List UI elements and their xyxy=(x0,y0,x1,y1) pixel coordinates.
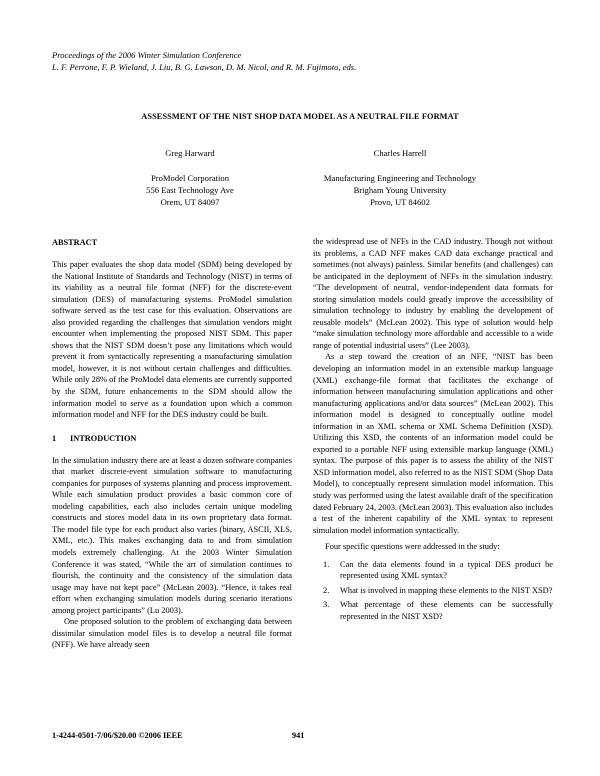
list-item xyxy=(313,559,553,582)
introduction-heading xyxy=(52,432,292,455)
intro-paragraph-4: Four specific questions were addressed in the study: xyxy=(325,542,500,552)
author-block-1 xyxy=(100,147,280,208)
intro-paragraph-2-continued: the widespread use of NFFs in the CAD industry. Though not without its problems, a CAD NFF makes CAD data exchange practical and sometimes (not always) painless. Similar benefits (and challenges) can be anticipated in the deployment of NFFs in the simulation industry. “The development of neutral, vendor-independent data formats for storing simulation models could greatly improve the accessibility of simulation technology to industry by enabling the development of reusable models” (McLean 2002). This type of solution would help “make simulation technology more affordable and accessible to a wide range of potential industrial users” (Lee 2003). xyxy=(313,237,553,350)
right-column xyxy=(313,236,553,626)
author-affiliation: Manufacturing Engineering and Technology xyxy=(323,173,477,183)
list-item xyxy=(313,585,553,597)
author-city: Orem, UT 84097 xyxy=(160,197,220,207)
abstract-heading: ABSTRACT xyxy=(52,238,98,247)
author-block-2 xyxy=(300,147,500,208)
paper-title: ASSESSMENT OF THE NIST SHOP DATA MODEL AS A NEUTRAL FILE FORMAT xyxy=(141,112,459,121)
author-address: Brigham Young University xyxy=(353,185,447,195)
author-name: Charles Harrell xyxy=(373,148,427,158)
list-item-text: What is involved in mapping these elements to the NIST XSD? xyxy=(340,585,553,595)
author-city: Provo, UT 84602 xyxy=(370,197,430,207)
intro-paragraph-2: One proposed solution to the problem of exchanging data between dissimilar simulation model files is to develop a neutral file format (NFF). We have already seen xyxy=(52,617,292,650)
author-address: 556 East Technology Ave xyxy=(146,185,234,195)
questions-list xyxy=(313,559,553,623)
abstract-text: This paper evaluates the shop data model (SDM) being developed by the National Institute of Standards and Technology (NIST) in terms of its viability as a neutral file format (NFF) for the discrete-event simulation (DES) of manufacturing systems. ProModel simulation software served as the test case for this evaluation. Observations are also provided regarding the challenges that simulation vendors might encounter when implementing the proposed NIST SDM. This paper shows that the NIST SDM doesn’t pose any limitations which would prevent it from syntactically representing a manufacturing simulation model, however, it is not without certain challenges and difficulties. While only 28% of the ProModel data elements are currently supported by the SDM, future enhancements to the SDM should allow the information model to serve as a foundation upon which a common information model and NFF for the DES industry could be built. xyxy=(52,260,292,420)
list-item-number: 2. xyxy=(323,585,330,595)
proceedings-editors: L. F. Perrone, F. P. Wieland, J. Liu, B. G. Lawson, D. M. Nicol, and R. M. Fujimoto, eds. xyxy=(52,62,357,72)
list-item-number: 3. xyxy=(323,600,330,610)
proceedings-title: Proceedings of the 2006 Winter Simulation Conference xyxy=(52,50,242,60)
author-affiliation: ProModel Corporation xyxy=(150,173,230,183)
footer-isbn: 1-4244-0501-7/06/$20.00 ©2006 IEEE xyxy=(52,731,183,740)
list-item-number: 1. xyxy=(323,559,330,569)
proceedings-header xyxy=(52,49,356,73)
author-name: Greg Harward xyxy=(165,148,215,158)
section-number: 1 xyxy=(52,433,57,443)
intro-paragraph-3: As a step toward the creation of an NFF, “NIST has been developing an information model in an extensible markup language (XML) exchange-file format that facilitates the exchange of information between manufacturing simulation applications and other manufacturing applications and/or data sources” (McLean 2002). This information model is designed to conceptually outline model information in an XML schema or XML Schema Definition (XSD). Utilizing this XSD, the contents of an information model could be exported to a portable NFF using extensible markup language (XML) syntax. The purpose of this paper is to assess the ability of the NIST XSD information model, also referred to as the NIST SDM (Shop Data Model), to conceptually represent simulation model information. This study was performed using the latest available draft of the specification dated February 24, 2003. (McLean 2003). This evaluation also includes a test of the inherent capability of the XML syntax to represent simulation model information syntactically. xyxy=(313,352,553,535)
intro-paragraph-1: In the simulation industry there are at least a dozen software companies that market discrete-event simulation software to manufacturing companies for purposes of systems planning and process improvement. While each simulation product provides a basic common core of modeling capabilities, each also includes certain unique modeling constructs and stores model data in its own proprietary data format. The model file type for each product also varies (binary, ASCII, XLS, XML, etc.). This makes exchanging data to and from simulation models extremely challenging. At the 2003 Winter Simulation Conference it was stated, “While the art of simulation continues to flourish, the continuity and the consistency of the simulation data usage may have not kept pace” (McLean 2003). “Hence, it takes real effort when exchanging simulation models during scenario iterations among project participants” (Lu 2003). xyxy=(52,455,292,615)
list-item-text: What percentage of these elements can be successfully represented in the NIST XSD? xyxy=(340,600,553,621)
list-item-text: Can the data elements found in a typical DES product be represented using XML syntax? xyxy=(340,559,553,581)
page-number: 941 xyxy=(292,731,305,740)
list-item xyxy=(313,599,553,622)
left-column xyxy=(52,236,292,651)
section-title: INTRODUCTION xyxy=(70,433,137,443)
